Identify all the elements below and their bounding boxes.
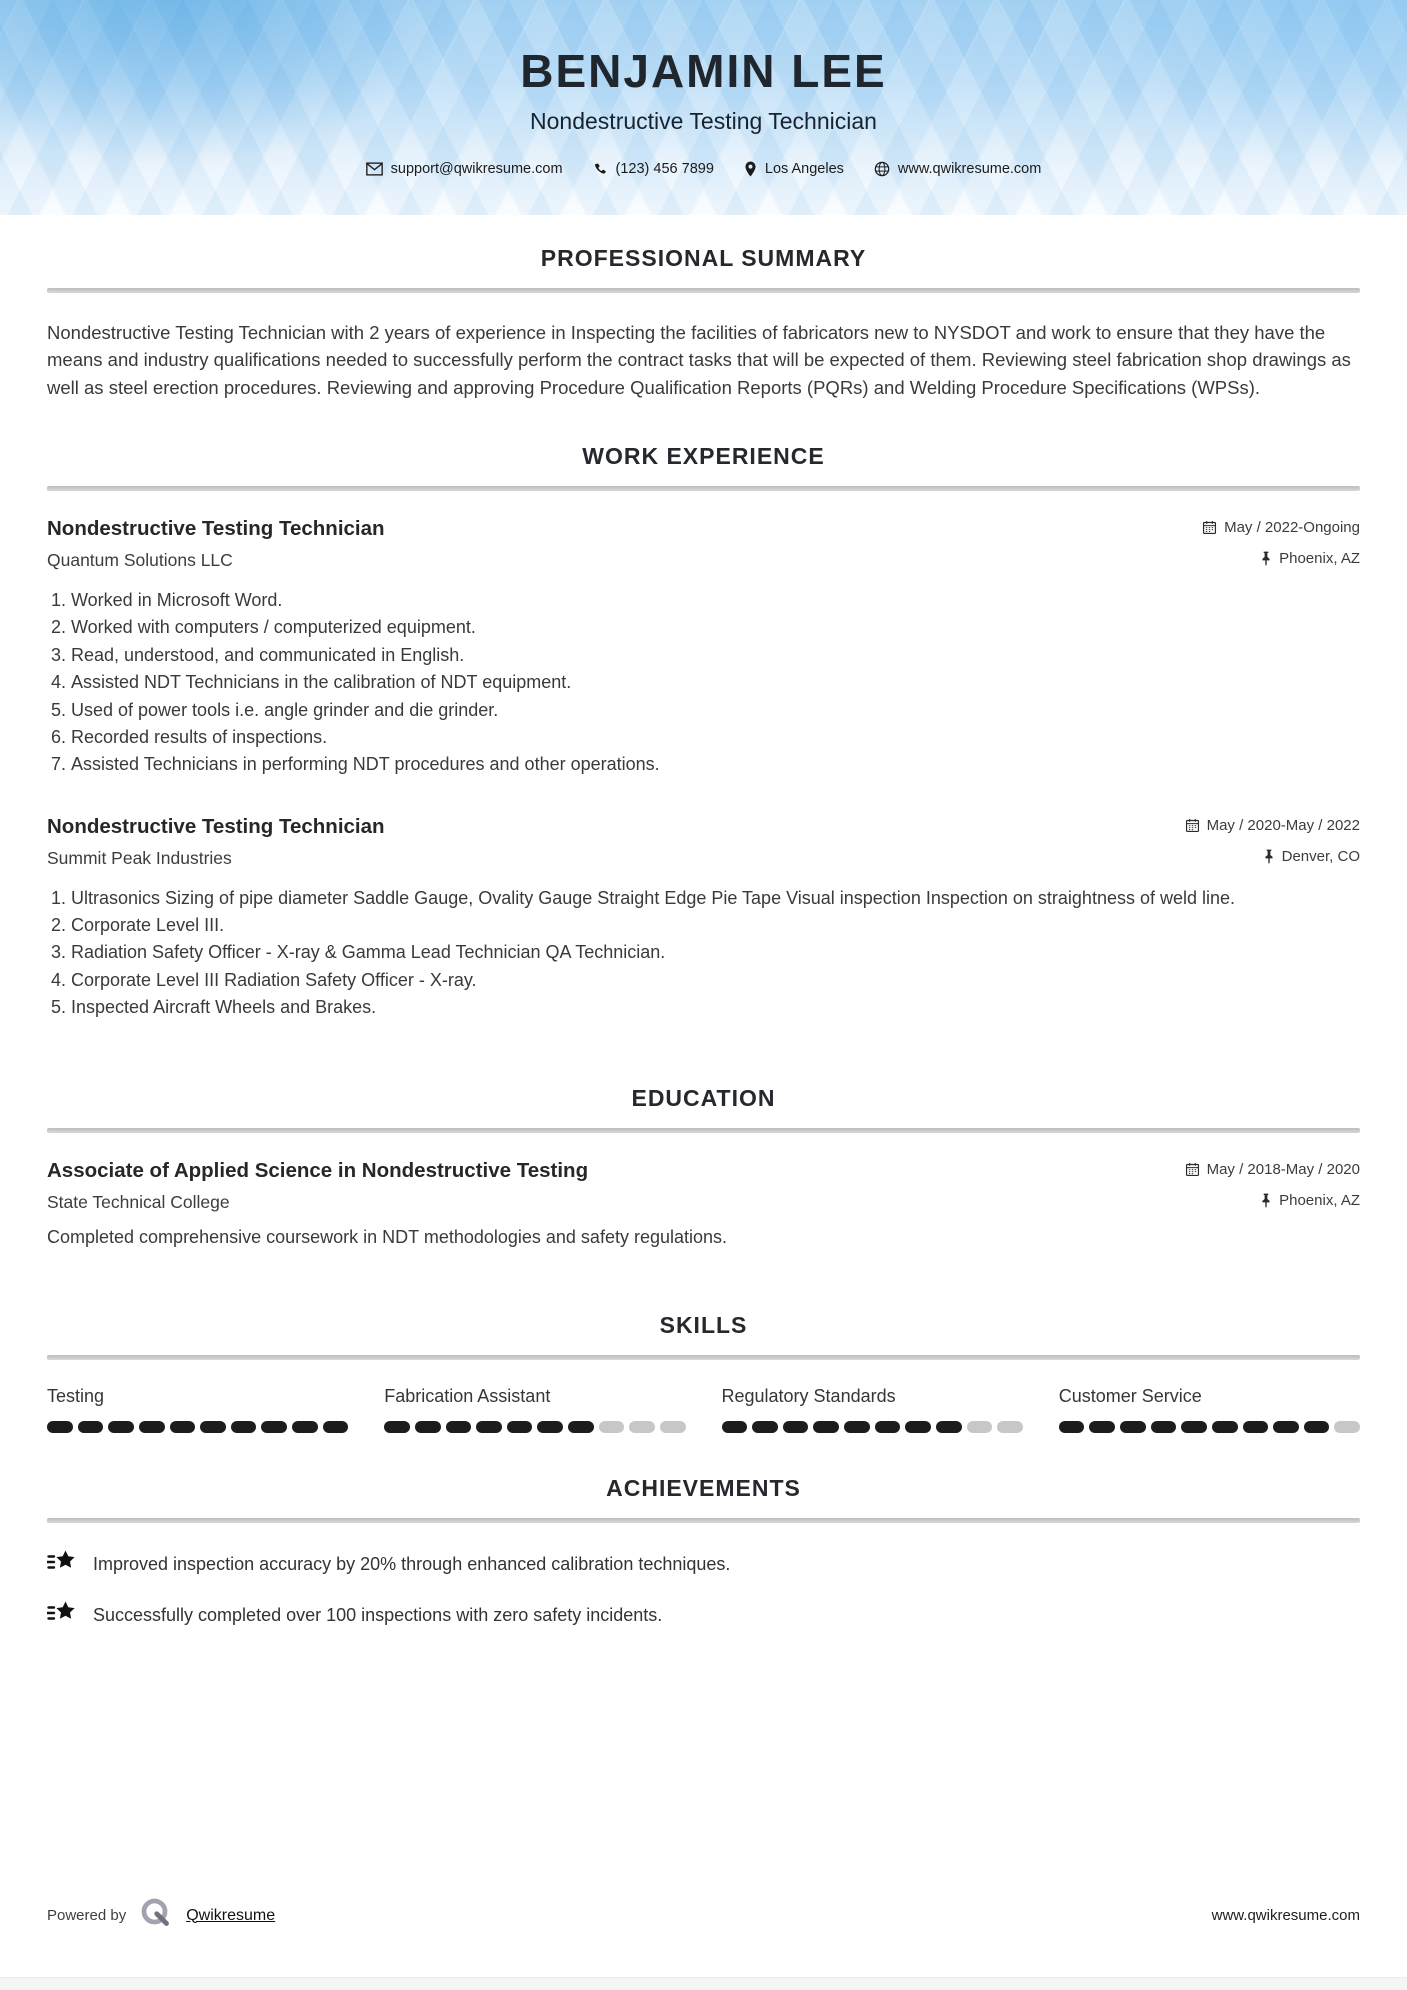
skill-segment-filled <box>139 1421 165 1433</box>
achievements-heading: ACHIEVEMENTS <box>606 1475 801 1502</box>
section-experience <box>47 443 1360 1021</box>
job-company-row <box>47 541 1360 571</box>
contact-email: support@qwikresume.com <box>366 161 563 177</box>
skill-segment-filled <box>1273 1421 1299 1433</box>
job-dates <box>1202 519 1360 536</box>
skill-segment-filled <box>108 1421 134 1433</box>
skill-segment-filled <box>813 1421 839 1433</box>
skill-segment-filled <box>1151 1421 1177 1433</box>
skill-segment-filled <box>568 1421 594 1433</box>
section-summary <box>47 245 1360 401</box>
skill-segment-filled <box>78 1421 104 1433</box>
section-education <box>47 1085 1360 1248</box>
shooting-star-icon <box>47 1600 77 1631</box>
job-bullet: 4. Assisted NDT Technicians in the calibration of NDT equipment. <box>71 669 1360 696</box>
person-job-title: Nondestructive Testing Technician <box>530 108 877 134</box>
job-location-text: Phoenix, AZ <box>1279 550 1360 568</box>
skill-segment-filled <box>170 1421 196 1433</box>
job-entry <box>47 517 1360 779</box>
job-bullet: 1. Ultrasonics Sizing of pipe diameter Saddle Gauge, Ovality Gauge Straight Edge Pie Tape Visual inspection Inspection on straightness of weld line. <box>71 885 1360 912</box>
skill-segment-filled <box>415 1421 441 1433</box>
skill-segment-empty <box>997 1421 1023 1433</box>
skill-level-bar <box>1059 1421 1360 1433</box>
summary-text: Nondestructive Testing Technician with 2 years of experience in Inspecting the facilities of fabricators new to NYSDOT and work to ensure that they have the means and industry qualifications needed to successfully perform the contract tasks that will be expected of them. Reviewing steel fabrication shop drawings as well as steel erection procedures. Reviewing and approving Procedure Qualification Reports (PQRs) and Welding Procedure Specifications (WPSs). <box>47 322 1351 398</box>
envelope-icon <box>366 162 383 176</box>
skill-segment-filled <box>537 1421 563 1433</box>
education-location: Phoenix, AZ <box>1260 1192 1360 1209</box>
skill-segment-filled <box>323 1421 349 1433</box>
skill-segment-filled <box>384 1421 410 1433</box>
skill-segment-filled <box>200 1421 226 1433</box>
job-bullet: 2. Corporate Level III. <box>71 912 1360 939</box>
skill-segment-filled <box>1243 1421 1269 1433</box>
shooting-star-icon <box>47 1549 77 1580</box>
experience-heading: WORK EXPERIENCE <box>582 443 825 470</box>
powered-by-label: Powered by <box>47 1907 127 1924</box>
skill-name: Testing <box>47 1386 105 1407</box>
summary-heading: PROFESSIONAL SUMMARY <box>540 245 867 271</box>
skill-segment-filled <box>844 1421 870 1433</box>
skill-name: Regulatory Standards <box>721 1386 896 1407</box>
skills-heading: SKILLS <box>659 1312 748 1339</box>
powered-by <box>47 1895 275 1936</box>
skill-segment-filled <box>752 1421 778 1433</box>
section-divider <box>47 486 1360 491</box>
achievement-item <box>47 1549 1360 1580</box>
education-description: Completed comprehensive coursework in NDT methodologies and safety regulations. <box>47 1227 728 1248</box>
skill-name: Customer Service <box>1058 1386 1202 1407</box>
job-bullet: 4. Corporate Level III Radiation Safety Officer - X-ray. <box>71 967 1360 994</box>
job-title-row <box>47 517 1360 541</box>
skill-segment-filled <box>1212 1421 1238 1433</box>
skill-segment-empty <box>599 1421 625 1433</box>
job-dates <box>1185 817 1360 834</box>
skill-segment-filled <box>722 1421 748 1433</box>
job-dates-text: May / 2022-Ongoing <box>1224 519 1360 537</box>
qwikresume-logo-icon <box>138 1895 174 1936</box>
job-title: Nondestructive Testing Technician <box>47 814 385 838</box>
education-entry <box>47 1159 1360 1248</box>
map-pin-icon <box>744 161 757 177</box>
job-bullet: 6. Recorded results of inspections. <box>71 724 1360 751</box>
skill-segment-filled <box>1181 1421 1207 1433</box>
job-bullet: 1. Worked in Microsoft Word. <box>71 587 1360 614</box>
section-divider <box>47 1128 1360 1133</box>
skill-segment-filled <box>905 1421 931 1433</box>
achievement-item <box>47 1600 1360 1631</box>
job-bullet: 3. Radiation Safety Officer - X-ray & Gamma Lead Technician QA Technician. <box>71 939 1360 966</box>
skill-level-bar <box>47 1421 348 1433</box>
skill-segment-filled <box>231 1421 257 1433</box>
job-entry <box>47 815 1360 1022</box>
job-bullet: 3. Read, understood, and communicated in English. <box>71 642 1360 669</box>
qwikresume-brand-link[interactable]: Qwikresume <box>186 1906 276 1924</box>
company-name: Summit Peak Industries <box>47 847 232 868</box>
skill-segment-filled <box>1089 1421 1115 1433</box>
skill-segment-filled <box>446 1421 472 1433</box>
calendar-icon <box>1202 520 1217 535</box>
job-location-text: Denver, CO <box>1281 847 1360 865</box>
skill-item <box>722 1386 1023 1433</box>
resume-body <box>0 245 1407 1631</box>
achievement-list <box>47 1549 1360 1631</box>
school-name: State Technical College <box>47 1192 230 1213</box>
job-bullet: 2. Worked with computers / computerized equipment. <box>71 614 1360 641</box>
pushpin-icon <box>1260 551 1272 566</box>
achievement-text: Improved inspection accuracy by 20% through enhanced calibration techniques. <box>93 1554 731 1575</box>
job-list <box>47 517 1360 1021</box>
skill-segment-empty <box>660 1421 686 1433</box>
skill-level-bar <box>722 1421 1023 1433</box>
contact-location: Los Angeles <box>744 161 844 177</box>
person-name: BENJAMIN LEE <box>520 45 887 97</box>
skill-segment-empty <box>1334 1421 1360 1433</box>
section-divider <box>47 288 1360 293</box>
skill-segment-filled <box>261 1421 287 1433</box>
company-name: Quantum Solutions LLC <box>47 550 233 571</box>
resume-header <box>0 0 1407 215</box>
section-skills <box>47 1312 1360 1433</box>
skill-segment-filled <box>476 1421 502 1433</box>
skill-item <box>47 1386 348 1433</box>
job-bullet: 5. Inspected Aircraft Wheels and Brakes. <box>71 994 1360 1021</box>
phone-icon <box>593 162 608 177</box>
contact-phone: (123) 456 7899 <box>593 161 714 177</box>
job-dates-text: May / 2020-May / 2022 <box>1206 816 1360 834</box>
job-title-row <box>47 815 1360 839</box>
footer-website: www.qwikresume.com <box>1211 1907 1360 1924</box>
skill-segment-empty <box>629 1421 655 1433</box>
skill-name: Fabrication Assistant <box>384 1386 551 1407</box>
skill-segment-filled <box>875 1421 901 1433</box>
pushpin-icon <box>1263 849 1275 864</box>
degree-title: Associate of Applied Science in Nondestructive Testing <box>47 1159 589 1183</box>
contact-website: www.qwikresume.com <box>874 161 1041 177</box>
skill-segment-filled <box>507 1421 533 1433</box>
education-heading: EDUCATION <box>631 1085 776 1112</box>
job-location <box>1263 848 1360 865</box>
skill-segment-filled <box>1120 1421 1146 1433</box>
job-bullet: 7. Assisted Technicians in performing NDT procedures and other operations. <box>71 751 1360 778</box>
skill-item <box>384 1386 685 1433</box>
job-title: Nondestructive Testing Technician <box>47 517 385 541</box>
job-location <box>1260 550 1360 567</box>
globe-icon <box>874 161 890 177</box>
skill-segment-empty <box>967 1421 993 1433</box>
skill-item <box>1059 1386 1360 1433</box>
skill-level-bar <box>384 1421 685 1433</box>
section-achievements <box>47 1475 1360 1631</box>
education-dates: May / 2018-May / 2020 <box>1185 1161 1360 1178</box>
pushpin-icon <box>1260 1193 1272 1208</box>
job-bullet-list <box>47 587 1360 779</box>
skill-segment-filled <box>47 1421 73 1433</box>
skill-segment-filled <box>1059 1421 1085 1433</box>
page-bottom-strip <box>0 1977 1407 1990</box>
job-bullet: 5. Used of power tools i.e. angle grinder and die grinder. <box>71 697 1360 724</box>
skill-segment-filled <box>783 1421 809 1433</box>
section-divider <box>47 1355 1360 1360</box>
skill-segment-filled <box>936 1421 962 1433</box>
job-bullet-list <box>47 885 1360 1022</box>
calendar-icon <box>1185 818 1200 833</box>
skills-grid <box>47 1386 1360 1433</box>
skill-segment-filled <box>292 1421 318 1433</box>
calendar-icon <box>1185 1162 1200 1177</box>
contact-bar <box>0 161 1407 177</box>
page-footer <box>47 1895 1360 1936</box>
achievement-text: Successfully completed over 100 inspections with zero safety incidents. <box>93 1605 663 1626</box>
skill-segment-filled <box>1304 1421 1330 1433</box>
job-company-row <box>47 839 1360 869</box>
section-divider <box>47 1518 1360 1523</box>
